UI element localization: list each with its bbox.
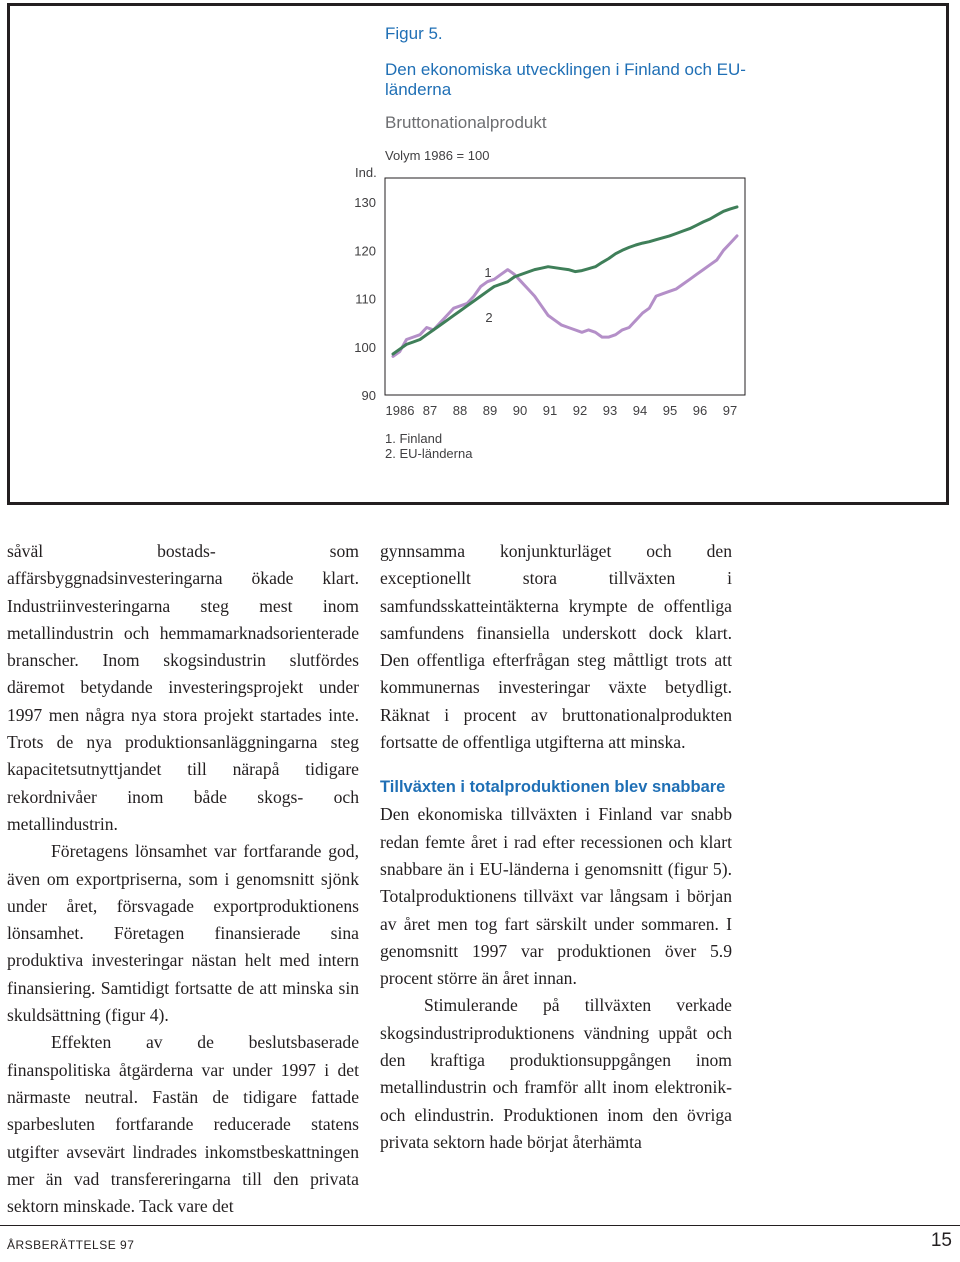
right-paragraph-1: gynnsamma konjunkturläget och den exceptionellt stora tillväxten i samfundsskatteintäkterna krympte de offentliga samfundens finansiella underskott dock klart. Den offentliga efterfrågan steg måttligt trots att kommunernas investeringar växte betydligt. Räknat i procent av bruttonationalprodukten fortsatte de offentliga utgifterna att minska. [380, 541, 732, 753]
y-tick-label: 130 [354, 195, 376, 211]
legend-entry-finland: 1. Finland [385, 431, 443, 446]
right-paragraph-3: Stimulerande på tillväxten verkade skogsindustriproduktionens vändning uppåt och den kraftiga produktionsuppgången inom metallindustrin och framför allt inom elektronik- och elindustrin. Produktionen inom den övriga privata sektorn hade börjat återhämta [380, 995, 732, 1152]
series-marker-eu: 2 [485, 310, 493, 325]
right-paragraph-2: Den ekonomiska tillväxten i Finland var snabb redan femte året i rad efter recessionen och klart snabbare än i EU-länderna i genomsnitt (figur 5). Totalproduktionens tillväxt var långsam i början av året men tog fart särskilt under sommaren. I genomsnitt 1997 var produktionen över 5.9 procent större än året innan. [380, 804, 732, 989]
y-tick-label: 90 [361, 388, 376, 403]
series-marker-finland: 1 [484, 265, 492, 280]
x-tick-label: 94 [632, 403, 648, 418]
y-tick-label: 100 [354, 339, 376, 355]
right-column [380, 538, 732, 1156]
x-tick-label: 90 [512, 403, 528, 418]
x-tick-label: 88 [452, 403, 468, 418]
series-line-finland [393, 236, 737, 357]
x-tick-label: 91 [542, 403, 558, 418]
series-line-eu [393, 207, 737, 354]
page-number: 15 [930, 1230, 952, 1251]
figure-subtitle: Bruttonationalprodukt [385, 113, 547, 132]
plot-area-frame [385, 178, 745, 395]
y-tick-label: 120 [354, 243, 376, 259]
figure-title: Den ekonomiska utvecklingen i Finland och EU-länderna [385, 60, 746, 99]
x-tick-label: 95 [662, 403, 678, 418]
figure-label: Figur 5. [385, 24, 443, 43]
footer-title: ÅRSBERÄTTELSE 97 [7, 1238, 135, 1252]
x-tick-label: 87 [422, 403, 438, 418]
left-paragraph-3: Effekten av de beslutsbaserade finanspolitiska åtgärderna var under 1997 i det närmaste neutral. Fastän de tidigare fattade sparbesluten fortfarande reducerade statens utgifter avsevärt lindrades inkomstbeskattningen mer än vad transfereringarna till den privata sektorn minskade. Tack vare det [7, 1032, 359, 1217]
y-unit-label: Ind. [355, 165, 377, 180]
x-tick-label: 96 [692, 403, 708, 418]
footer-divider [0, 1225, 960, 1226]
x-tick-label: 89 [482, 403, 498, 418]
x-tick-label: 1986 [385, 403, 415, 418]
section-heading: Tillväxten i totalproduktionen blev snabbare [380, 778, 726, 797]
x-tick-label: 93 [602, 403, 618, 418]
gdp-line-chart [0, 0, 960, 505]
x-tick-label: 97 [722, 403, 738, 418]
left-paragraph-2: Företagens lönsamhet var fortfarande god, även om exportpriserna, som i genomsnitt sjönk under året, försvagade exportproduktionens lönsamhet. Företagen finansierade sina produktiva investeringar nästan helt med intern finansiering. Samtidigt fortsatte de att minska sin skuldsättning (figur 4). [7, 841, 359, 1026]
y-tick-label: 110 [355, 291, 376, 307]
left-column [7, 538, 359, 1220]
volume-note: Volym 1986 = 100 [385, 148, 490, 163]
left-paragraph-1: såväl bostads- som affärsbyggnadsinvesteringarna ökade klart. Industriinvesteringarna steg mest inom metallindustrin och hemmamarknadsorienterade branscher. Inom skogsindustrin slutfördes däremot betydande investeringsprojekt under 1997 men några nya stora projekt startades inte. Trots de nya produktionsanläggningarna steg kapacitetsutnyttjandet till närapå tidigare rekordnivåer inom både skogs- och metallindustrin. [7, 541, 359, 834]
legend-entry-eu: 2. EU-länderna [385, 446, 473, 461]
x-tick-label: 92 [572, 403, 588, 418]
